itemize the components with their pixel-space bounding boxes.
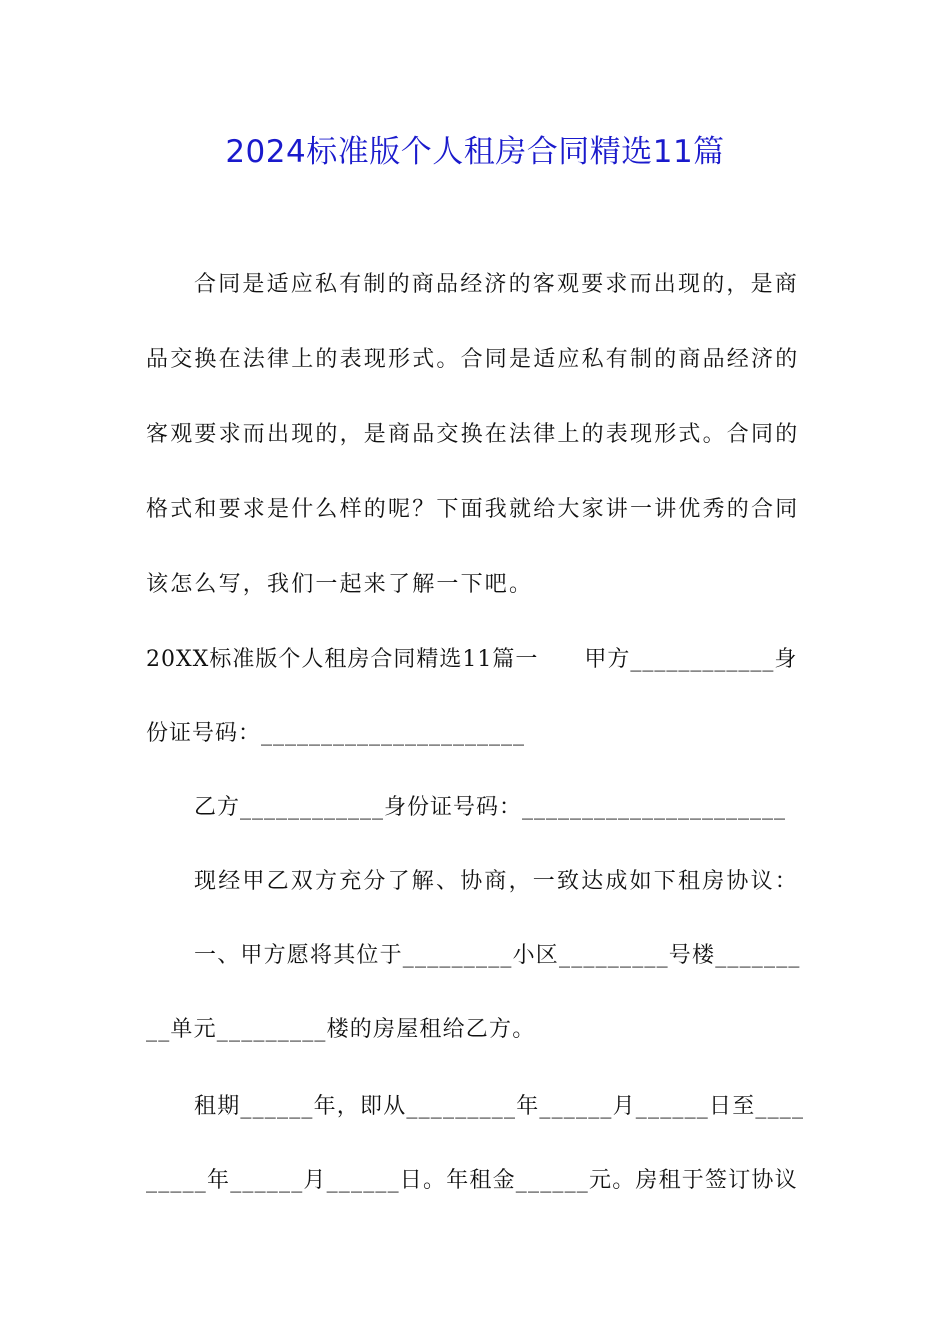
paragraph-line: 客观要求而出现的，是商品交换在法律上的表现形式。合同的 bbox=[146, 422, 800, 447]
paragraph-line: 租期______年，即从_________年______月______日至____ bbox=[194, 1094, 805, 1119]
paragraph-line: 乙方____________身份证号码：______________________ bbox=[194, 795, 787, 820]
paragraph-line: 20XX标准版个人租房合同精选11篇一 甲方____________身 bbox=[146, 647, 798, 672]
paragraph-line: 现经甲乙双方充分了解、协商，一致达成如下租房协议： bbox=[194, 869, 800, 894]
paragraph-line: 一、甲方愿将其位于_________小区_________号楼_______ bbox=[194, 943, 801, 968]
paragraph-line: 格式和要求是什么样的呢？下面我就给大家讲一讲优秀的合同 bbox=[146, 497, 800, 522]
paragraph-line: 份证号码：______________________ bbox=[146, 721, 526, 746]
paragraph-line: 该怎么写，我们一起来了解一下吧。 bbox=[146, 572, 534, 597]
document-title: 2024标准版个人租房合同精选11篇 bbox=[225, 134, 725, 170]
paragraph-line: __单元_________楼的房屋租给乙方。 bbox=[146, 1017, 536, 1042]
paragraph-line: 品交换在法律上的表现形式。合同是适应私有制的商品经济的 bbox=[146, 347, 800, 372]
paragraph-line: _____年______月______日。年租金______元。房租于签订协议 bbox=[146, 1168, 798, 1193]
paragraph-line: 合同是适应私有制的商品经济的客观要求而出现的，是商 bbox=[194, 272, 800, 297]
